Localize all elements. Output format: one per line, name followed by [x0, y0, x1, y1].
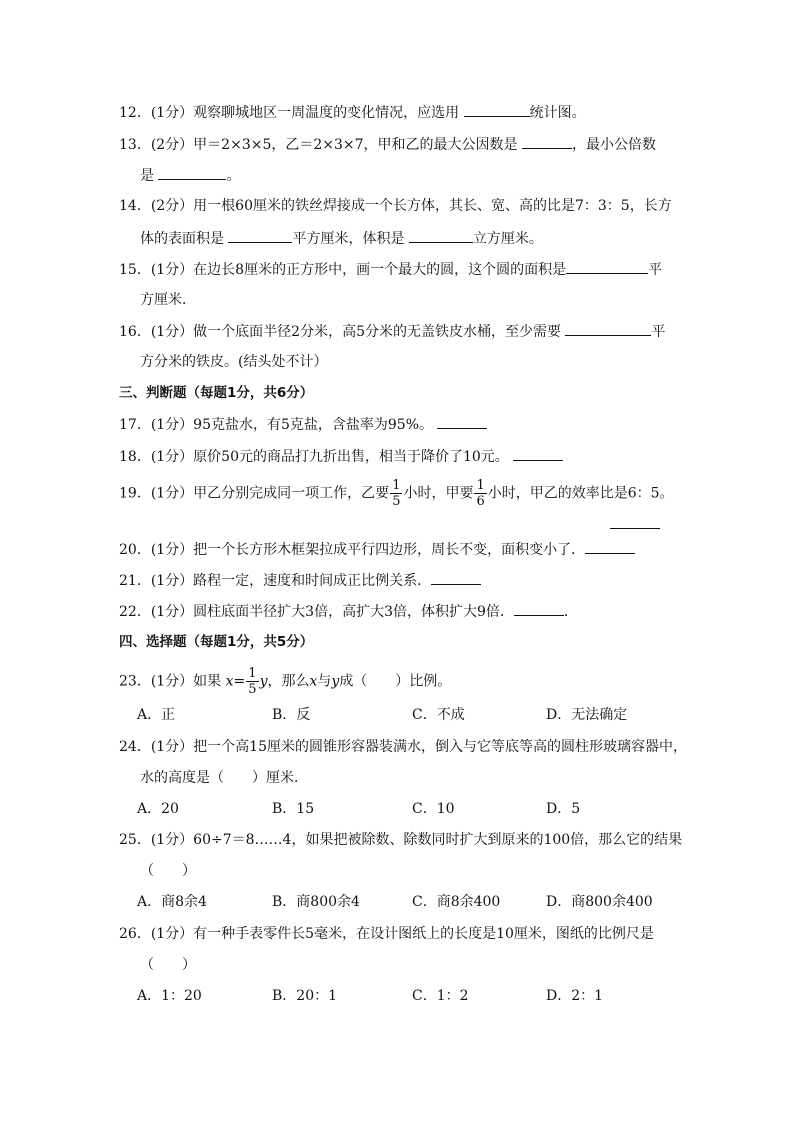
option-c[interactable]: C．10 [412, 801, 455, 817]
answer-blank[interactable] [514, 601, 564, 616]
variable-x: x [309, 673, 318, 690]
option-c[interactable]: C．不成 [412, 707, 465, 723]
question-text: ，最小公倍数 [572, 137, 656, 153]
question-12 [119, 102, 586, 123]
answer-blank[interactable] [409, 228, 473, 243]
question-23 [119, 666, 451, 697]
question-text: 与 [317, 673, 332, 690]
question-text: （ ） [140, 957, 196, 973]
question-text: 18．(1分）原价50元的商品打九折出售，相当于降价了10元。 [119, 449, 514, 465]
question-text: （ ） [140, 863, 196, 879]
question-text: ． [563, 604, 578, 620]
fraction-one-fifth: $\frac{1}{5}$ [248, 666, 257, 697]
option-d[interactable]: D．5 [546, 801, 581, 817]
question-25-line2 [140, 861, 196, 881]
option-c[interactable]: C．1：2 [412, 988, 469, 1004]
option-c[interactable]: C．商8余400 [412, 894, 501, 910]
answer-blank[interactable] [513, 446, 563, 461]
question-text: 立方厘米。 [472, 231, 543, 247]
option-b[interactable]: B．20：1 [272, 988, 338, 1004]
answer-blank[interactable] [565, 321, 651, 336]
question-text: 小时，甲要 [403, 485, 474, 502]
question-text: 13．(2分）甲＝2×3×5，乙＝2×3×7，甲和乙的最大公因数是 [119, 137, 522, 153]
option-d[interactable]: D．商800余400 [546, 894, 653, 910]
question-text: 方厘米． [140, 292, 196, 308]
question-text: 26．(1分）有一种手表零件长5毫米，在设计图纸上的长度是10厘米，图纸的比例尺是 [119, 926, 654, 942]
section-heading-judgement: 三、判断题（每题1分，共6分） [119, 385, 314, 401]
question-text: 21．(1分）路程一定，速度和时间成正比例关系． [119, 573, 432, 589]
option-d[interactable]: D．2：1 [546, 988, 604, 1004]
section-heading-choice: 四、选择题（每题1分，共5分） [119, 634, 314, 650]
answer-blank[interactable] [464, 102, 530, 117]
option-d[interactable]: D．无法确定 [546, 707, 628, 723]
question-text: ，那么 [267, 673, 310, 690]
question-text: 平 [648, 262, 663, 278]
answer-blank[interactable] [228, 228, 292, 243]
question-17 [119, 414, 487, 435]
option-a[interactable]: A．1：20 [137, 988, 202, 1004]
question-text: 是 [140, 168, 159, 184]
question-20 [119, 539, 635, 560]
question-14-line2 [140, 228, 543, 249]
fraction-one-sixth: $\frac{1}{6}$ [476, 478, 485, 509]
question-text: 平 [651, 324, 666, 340]
question-text: 成（ ）比例。 [339, 673, 452, 690]
question-13-line2 [140, 165, 240, 186]
question-text: 方分米的铁皮。(结头处不计） [140, 354, 328, 370]
question-text: 体的表面积是 [140, 231, 229, 247]
answer-blank[interactable] [610, 514, 660, 529]
option-b[interactable]: B．商800余4 [272, 894, 360, 910]
variable-y: y [259, 673, 268, 690]
question-19 [119, 478, 674, 509]
question-text: 17．(1分）95克盐水，有5克盐，含盐率为95%。 [119, 417, 438, 433]
question-text: 14．(2分）用一根60厘米的铁丝焊接成一个长方体，其长、宽、高的比是7：3：5，长方 [119, 198, 672, 214]
question-text: 12．(1分）观察聊城地区一周温度的变化情况，应选用 [119, 105, 464, 121]
question-26-line2 [140, 955, 196, 975]
option-b[interactable]: B．反 [272, 707, 311, 723]
answer-blank[interactable] [431, 570, 481, 585]
question-22 [119, 601, 578, 622]
question-text: 22．(1分）圆柱底面半径扩大3倍，高扩大3倍，体积扩大9倍． [119, 604, 514, 620]
question-text: 平方厘米，体积是 [292, 231, 409, 247]
question-25 [119, 830, 682, 850]
answer-blank[interactable] [522, 134, 572, 149]
question-text: 19．(1分）甲乙分别完成同一项工作，乙要 [119, 485, 390, 502]
question-16-line2 [140, 352, 327, 372]
question-16 [119, 321, 665, 342]
variable-y: y [331, 673, 340, 690]
question-text: 25．(1分）60÷7＝8……4，如果把被除数、除数同时扩大到原来的100倍，那么它的结果 [119, 832, 683, 848]
answer-blank[interactable] [437, 414, 487, 429]
option-b[interactable]: B．15 [272, 801, 315, 817]
fraction-one-fifth: $\frac{1}{5}$ [392, 478, 401, 509]
option-a[interactable]: A．商8余4 [137, 894, 207, 910]
question-13 [119, 134, 656, 155]
answer-blank[interactable] [585, 539, 635, 554]
question-15 [119, 259, 662, 280]
question-text: 统计图。 [529, 105, 586, 121]
question-text: 。 [226, 168, 241, 184]
question-14 [119, 196, 672, 216]
question-text: 23．(1分）如果 [119, 673, 226, 690]
answer-blank[interactable] [566, 259, 648, 274]
variable-x: x [225, 673, 234, 690]
question-15-line2 [140, 290, 196, 310]
question-21 [119, 570, 481, 591]
option-a[interactable]: A．20 [137, 801, 179, 817]
question-text: 16．(1分）做一个底面半径2分米，高5分米的无盖铁皮水桶，至少需要 [119, 324, 566, 340]
question-26 [119, 924, 654, 944]
question-24 [119, 737, 687, 757]
question-text: 20．(1分）把一个长方形木框架拉成平行四边形，周长不变，面积变小了． [119, 542, 586, 558]
question-text: 15．(1分）在边长8厘米的正方形中，画一个最大的圆，这个圆的面积是 [119, 262, 567, 278]
answer-blank[interactable] [158, 165, 226, 180]
question-text: 24．(1分）把一个高15厘米的圆锥形容器装满水，倒入与它等底等高的圆柱形玻璃容器中， [119, 739, 687, 755]
question-text: 小时，甲乙的效率比是6：5。 [487, 485, 674, 502]
question-text: 水的高度是（ ）厘米． [140, 770, 308, 786]
option-a[interactable]: A．正 [137, 707, 176, 723]
question-18 [119, 446, 563, 467]
equals-sign: = [233, 673, 246, 690]
question-24-line2 [140, 768, 308, 788]
